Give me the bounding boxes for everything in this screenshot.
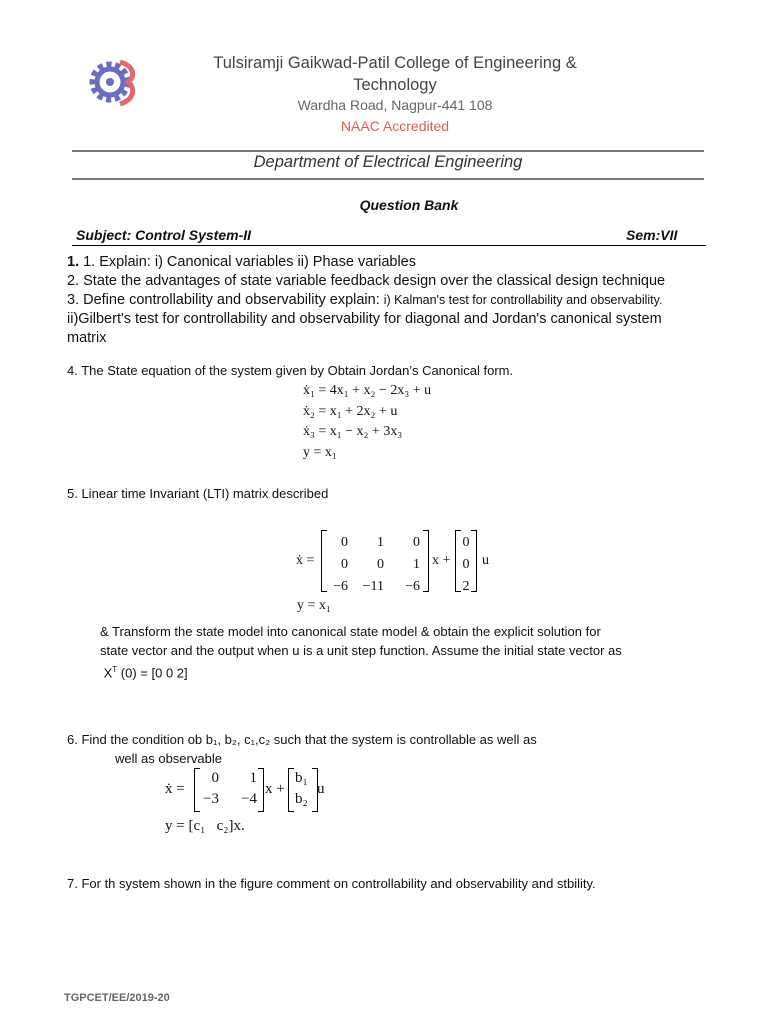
divider-bottom <box>72 178 704 180</box>
questions-1-3 <box>67 253 747 348</box>
matrix-cell: 0 <box>341 535 348 550</box>
footer-code: TGPCET/EE/2019-20 <box>64 992 170 1004</box>
semester-label: Sem:VII <box>626 227 678 243</box>
gear-icon <box>93 65 127 99</box>
matrix-cell: 0 <box>413 535 420 550</box>
accreditation: NAAC Accredited <box>340 118 450 134</box>
question-3: 3. Define controllability and observability explain: i) Kalman's test for controllability and observability. <box>67 292 663 308</box>
question-6 <box>67 730 687 768</box>
matrix-cell: −11 <box>362 579 384 594</box>
matrix-cell: −3 <box>203 791 219 807</box>
divider-top <box>72 150 704 152</box>
q5-equation <box>296 530 516 596</box>
q4-equations <box>303 381 431 463</box>
right-bracket <box>471 530 477 592</box>
text-line: state vector and the output when u is a unit step function. Assume the initial state vector as <box>100 643 622 658</box>
question-1: 1. 1. Explain: i) Canonical variables ii) Phase variables <box>67 254 416 270</box>
q6-equation <box>165 768 365 816</box>
matrix-cell: b₁ <box>295 770 308 786</box>
matrix-cell: 0 <box>462 535 470 550</box>
equation: ẋ₁ = 4x₁ + x₂ − 2x₃ + u <box>303 383 432 398</box>
q5-u: u <box>482 553 489 568</box>
matrix-cell: −4 <box>241 791 257 807</box>
equation: y = x₁ <box>303 444 337 460</box>
matrix-cell: 2 <box>462 579 470 594</box>
equation: ẋ₃ = x₁ − x₂ + 3x₃ <box>303 424 403 439</box>
q5-lhs: ẋ = <box>296 553 315 568</box>
q6-u: u <box>317 781 325 797</box>
q6-mid: x + <box>265 781 285 797</box>
equation: ẋ₂ = x₁ + 2x₂ + u <box>303 403 398 419</box>
matrix-cell: 0 <box>341 557 348 572</box>
text-line: & Transform the state model into canonical state model & obtain the explicit solution for <box>100 624 601 639</box>
q5-matrix-a <box>326 532 426 598</box>
text-line: well as observable <box>115 751 222 766</box>
left-bracket <box>288 768 294 812</box>
question-5: 5. Linear time Invariant (LTI) matrix described <box>67 486 329 501</box>
initial-state: $X^T$ (0) = [0 0 2] <box>103 665 188 681</box>
q5-mid: x + <box>432 553 451 568</box>
department-title: Department of Electrical Engineering <box>253 153 523 171</box>
right-bracket <box>258 768 264 812</box>
doc-title: Question Bank <box>359 197 459 213</box>
matrix-cell: 1 <box>377 535 384 550</box>
matrix-cell: 1 <box>249 770 257 786</box>
question-3-cont2: matrix <box>67 330 107 346</box>
right-bracket <box>423 530 429 592</box>
q5-output: y = x₁ <box>297 598 331 613</box>
matrix-cell: 0 <box>377 557 384 572</box>
q5-transform <box>100 622 700 682</box>
matrix-cell: −6 <box>333 579 348 594</box>
question-3-cont: ii)Gilbert's test for controllability and observability for diagonal and Jordan's canonical system <box>67 311 662 327</box>
subject-underline <box>72 245 706 246</box>
matrix-cell: 1 <box>413 557 420 572</box>
text-line: 6. Find the condition ob b₁, b₂, c₁,c₂ such that the system is controllable as well as <box>67 732 537 747</box>
q6-output: y = [c₁ c₂]x. <box>165 818 245 834</box>
matrix-cell: b₂ <box>295 791 308 807</box>
q6-lhs: ẋ = <box>165 781 185 797</box>
q6-matrix-a <box>199 768 257 810</box>
matrix-cell: −6 <box>405 579 420 594</box>
matrix-cell: 0 <box>462 557 470 572</box>
q6-matrix-b <box>295 768 308 810</box>
college-logo <box>86 54 138 110</box>
college-name: Tulsiramji Gaikwad-Patil College of Engineering & Technology <box>213 54 577 94</box>
question-7: 7. For th system shown in the figure comment on controllability and observability and stbility. <box>67 876 596 891</box>
college-address: Wardha Road, Nagpur-441 108 <box>297 97 493 113</box>
question-2: 2. State the advantages of state variable feedback design over the classical design technique <box>67 273 666 289</box>
subject-label: Subject: Control System-II <box>76 227 252 243</box>
question-4: 4. The State equation of the system given by Obtain Jordan’s Canonical form. <box>67 363 514 378</box>
matrix-cell: 0 <box>211 770 219 786</box>
